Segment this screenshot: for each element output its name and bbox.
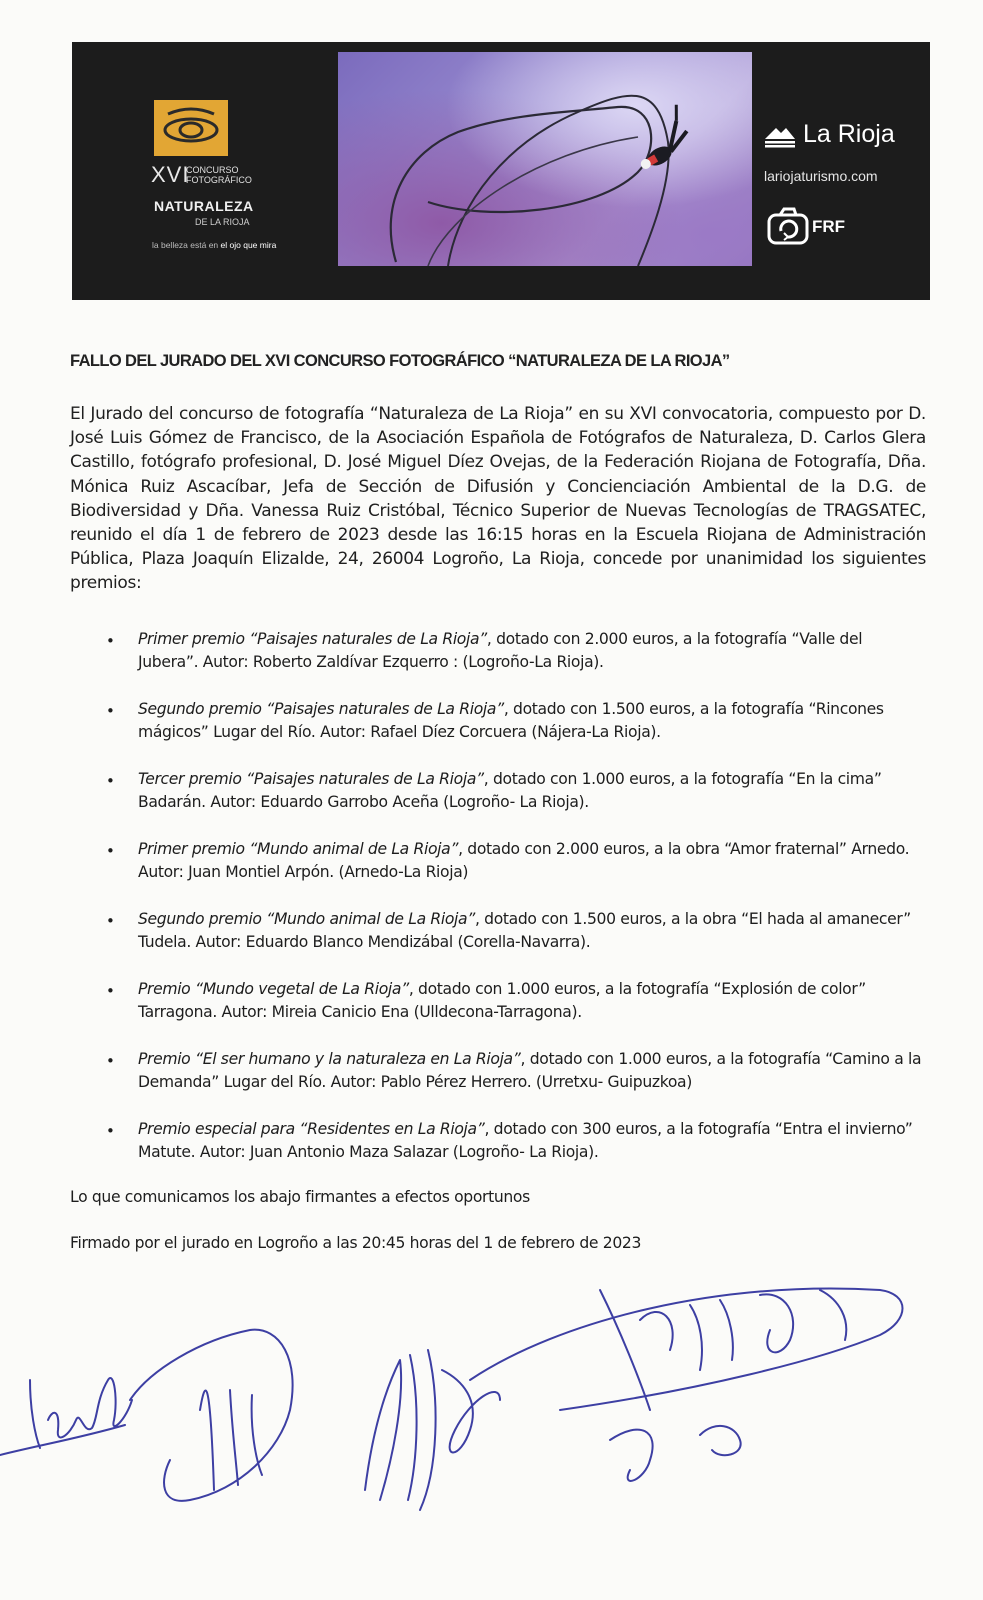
prize-title: Segundo premio “Paisajes naturales de La Rioja” <box>138 700 504 718</box>
prize-item <box>70 768 926 838</box>
signature-1 <box>0 1378 132 1455</box>
bullet-icon: • <box>106 632 115 650</box>
signing-statement: Firmado por el jurado en Logroño a las 20:45 horas del 1 de febrero de 2023 <box>70 1234 642 1252</box>
prize-details: , dotado con 2.000 euros, a la obra “Amor fraternal” Arnedo. Autor: Juan Montiel Arpón. (Arnedo-La Rioja) <box>138 840 910 882</box>
prize-details: , dotado con 1.000 euros, a la fotografía “Camino a la Demanda” Lugar del Río. Autor: Pablo Pérez Herrero. (Urretxu- Guipuzkoa) <box>138 1050 922 1092</box>
prize-item <box>70 628 926 698</box>
prize-title: Premio “Mundo vegetal de La Rioja” <box>138 980 409 998</box>
eye-logo <box>154 100 228 156</box>
bullet-icon: • <box>106 982 115 1000</box>
bullet-icon: • <box>106 702 115 720</box>
bullet-icon: • <box>106 842 115 860</box>
prize-item <box>70 978 926 1048</box>
sponsor-name: La Rioja <box>803 120 895 148</box>
prize-details: , dotado con 1.000 euros, a la fotografía “En la cima” Badarán. Autor: Eduardo Garrobo Aceña (Logroño- La Rioja). <box>138 770 882 812</box>
prize-title: Segundo premio “Mundo animal de La Rioja” <box>138 910 475 928</box>
jury-intro-paragraph: El Jurado del concurso de fotografía “Naturaleza de La Rioja” en su XVI convocatoria, compuesto por D. José Luis Gómez de Francisco, de la Asociación Española de Fotógrafos de Naturaleza, D. Carlos Glera Castillo, fotógrafo profesional, D. José Miguel Díez Ovejas, de la Federación Riojana de Fotografía, Dña. Mónica Ruiz Ascacíbar, Jefa de Sección de Difusión y Concienciación Ambiental de la D.G. de Biodiversidad y Dña. Vanessa Ruiz Cristóbal, Técnico Superior de Nuevas Tecnologías de TRAGSATEC, reunido el día 1 de febrero de 2023 desde las 16:15 horas en la Escuela Riojana de Administración Pública, Plaza Joaquín Elizalde, 24, 26004 Logroño, La Rioja, concede por unanimidad los siguientes premios: <box>70 404 926 594</box>
prize-item <box>70 698 926 768</box>
federation-logo-text: FRF <box>812 217 846 236</box>
prize-title: Tercer premio “Paisajes naturales de La Rioja” <box>138 770 484 788</box>
document-heading: FALLO DEL JURADO DEL XVI CONCURSO FOTOGRÁFICO “NATURALEZA DE LA RIOJA” <box>70 352 730 370</box>
prize-item <box>70 1048 926 1118</box>
la-rioja-mountain-icon <box>764 122 796 148</box>
contest-word-2: FOTOGRÁFICO <box>186 175 252 185</box>
contest-number: XVI <box>151 162 190 187</box>
diver-rope-illustration <box>338 52 752 266</box>
bullet-icon: • <box>106 1052 115 1070</box>
contest-word <box>186 165 252 185</box>
prize-details: , dotado con 1.500 euros, a la fotografía “Rincones mágicos” Lugar del Río. Autor: Rafael Díez Corcuera (Nájera-La Rioja). <box>138 700 884 742</box>
prize-title: Premio especial para “Residentes en La Rioja” <box>138 1120 485 1138</box>
prize-item <box>70 1118 926 1188</box>
sponsor-url: lariojaturismo.com <box>764 168 878 184</box>
prize-title: Primer premio “Paisajes naturales de La Rioja” <box>138 630 487 648</box>
contest-tagline <box>152 240 276 250</box>
prize-details: , dotado con 1.500 euros, a la obra “El hada al amanecer” Tudela. Autor: Eduardo Blanco Mendizábal (Corella-Navarra). <box>138 910 911 952</box>
prize-details: , dotado con 1.000 euros, a la fotografía “Explosión de color” Tarragona. Autor: Mireia Canicio Ena (Ulldecona-Tarragona). <box>138 980 866 1022</box>
contest-title: NATURALEZA <box>154 198 254 214</box>
prize-list <box>70 628 926 1188</box>
signature-2 <box>130 1330 293 1501</box>
prize-item <box>70 838 926 908</box>
banner-photo <box>338 52 752 266</box>
tagline-end: el ojo que mira <box>220 240 277 250</box>
eye-icon <box>154 100 228 156</box>
prize-title: Primer premio “Mundo animal de La Rioja” <box>138 840 459 858</box>
contest-word-1: CONCURSO <box>186 165 239 175</box>
bullet-icon: • <box>106 772 115 790</box>
prize-item <box>70 908 926 978</box>
tagline-start: la belleza está en <box>152 240 219 250</box>
frf-camera-icon <box>766 205 810 249</box>
contest-banner <box>72 42 930 300</box>
jury-signatures <box>0 1260 983 1600</box>
contest-subtitle: DE LA RIOJA <box>195 217 250 227</box>
bullet-icon: • <box>106 912 115 930</box>
prize-details: , dotado con 300 euros, a la fotografía “Entra el invierno” Matute. Autor: Juan Antonio Maza Salazar (Logroño- La Rioja). <box>138 1120 913 1162</box>
prize-details: , dotado con 2.000 euros, a la fotografía “Valle del Jubera”. Autor: Roberto Zaldívar Ezquerro : (Logroño-La Rioja). <box>138 630 863 672</box>
bullet-icon: • <box>106 1122 115 1140</box>
signature-4 <box>470 1288 903 1480</box>
closing-statement: Lo que comunicamos los abajo firmantes a efectos oportunos <box>70 1188 530 1206</box>
prize-title: Premio “El ser humano y la naturaleza en La Rioja” <box>138 1050 521 1068</box>
